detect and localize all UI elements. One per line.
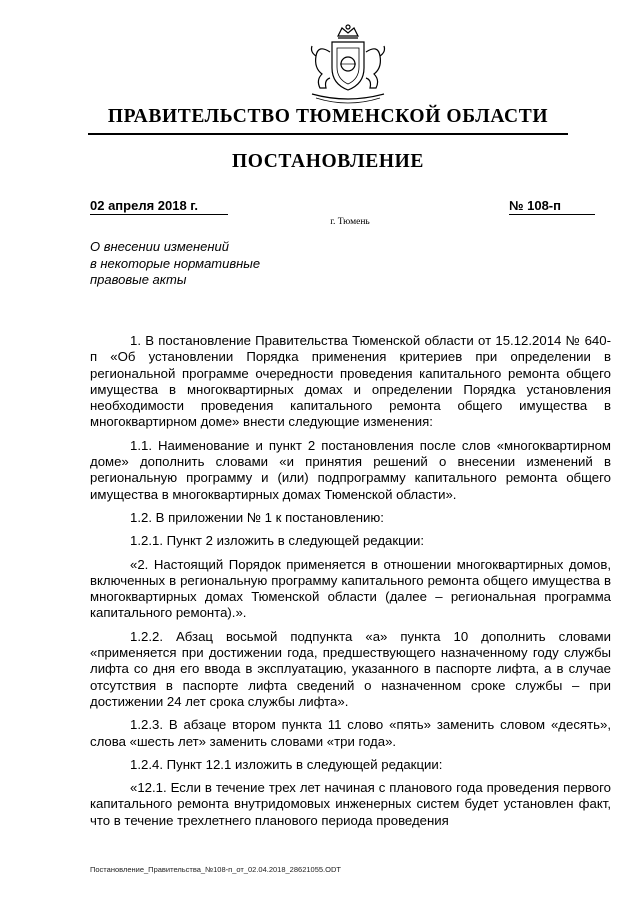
document-date: 02 апреля 2018 г.	[90, 198, 228, 215]
body-paragraph: 1.2.2. Абзац восьмой подпункта «а» пункта 10 дополнить словами «применяется при достижении года, предшествующего назначенному году службы лифта со дня его ввода в эксплуатацию, указанного в паспорте лифта, а в случае отсутствия в паспорте лифта сведений о назначенном сроке службы – при достижении 24 лет срока службы лифта».	[90, 628, 611, 709]
body-paragraph: 1.2.3. В абзаце втором пункта 11 слово «пять» заменить словом «десять», слова «шесть лет» заменить словами «три года».	[90, 717, 611, 749]
title-divider	[88, 133, 568, 135]
document-type-heading: ПОСТАНОВЛЕНИЕ	[231, 151, 425, 172]
body-paragraph: «12.1. Если в течение трех лет начиная с планового года проведения первого капитального ремонта внутридомовых инженерных систем будет установлен факт, что в течение трехлетнего планового периода проведения	[90, 780, 611, 828]
coat-of-arms-icon	[302, 22, 394, 106]
subject-line: О внесении изменений	[90, 239, 229, 254]
body-paragraph: «2. Настоящий Порядок применяется в отношении многоквартирных домов, включенных в региональную программу капитального ремонта общего имущества в многоквартирных домах Тюменской области (далее – региональная программа капитального ремонта).».	[90, 556, 611, 621]
body-paragraph: 1.2.4. Пункт 12.1 изложить в следующей редакции:	[130, 756, 443, 772]
government-title: ПРАВИТЕЛЬСТВО ТЮМЕНСКОЙ ОБЛАСТИ	[107, 106, 549, 127]
document-city: г. Тюмень	[330, 217, 370, 227]
subject-line: правовые акты	[90, 272, 187, 287]
subject-line: в некоторые нормативные	[90, 255, 261, 271]
body-paragraph: 1.2.1. Пункт 2 изложить в следующей редакции:	[130, 533, 425, 549]
document-number: № 108-п	[509, 198, 595, 215]
footer-filename: Постановление_Правительства_№108-п_от_02.04.2018_28621055.ODT	[90, 865, 341, 874]
document-body	[90, 333, 611, 836]
body-paragraph: 1.1. Наименование и пункт 2 постановления после слов «многоквартирном доме» дополнить словами «и принятия решений о внесении изменений в региональную программу и (или) подпрограмму капитального ремонта общего имущества в многоквартирных домах Тюменской области».	[90, 437, 611, 502]
document-subject	[90, 239, 310, 289]
body-paragraph: 1. В постановление Правительства Тюменской области от 15.12.2014 № 640-п «Об установлении Порядка применения критериев при определении в региональной программе очередности проведения капитального ремонта общего имущества в многоквартирных домах и определении Порядка установления необходимости проведения капитального ремонта общего имущества в многоквартирном доме» внести следующие изменения:	[90, 333, 611, 430]
body-paragraph: 1.2. В приложении № 1 к постановлению:	[130, 509, 384, 525]
